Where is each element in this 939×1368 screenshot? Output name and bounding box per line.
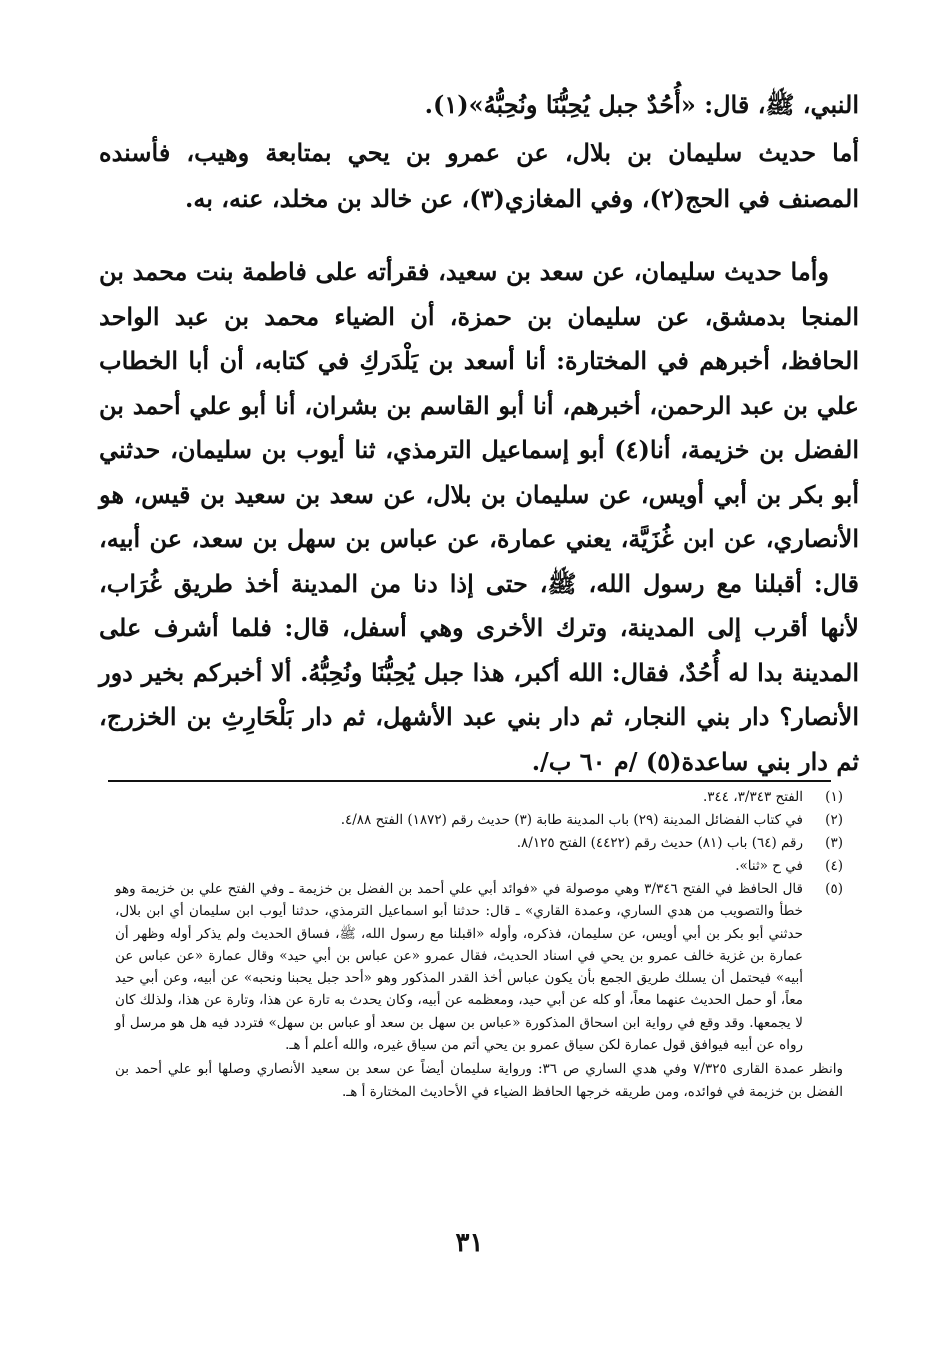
page-number: ٣١ [455, 1228, 484, 1258]
footnote-number: (٤) [825, 858, 843, 874]
footnotes [115, 786, 843, 1103]
paragraph-hadith-ending: النبي، ﷺ، قال: «أُحُدٌ جبل يُحِبُّنَا ونُحِبُّهُ»(١). [424, 90, 859, 119]
footnote-number: (١) [825, 789, 843, 805]
footnote-text: في ح «ثنا». [735, 858, 803, 874]
footnote-5-continuation: وانظر عمدة القارى ٧/٣٢٥ وفي هدي الساري ص ٣٦: ورواية سليمان أيضاً عن سعد بن سعيد الأنصاري وصلها أبو علي أحمد بن الفضل بن خزيمة في فوائده، ومن طريقه خرجها الحافظ الضياء في الأحاديث المختارة أ هـ. [115, 1061, 843, 1100]
main-text-block-2 [99, 250, 859, 784]
footnote-text: في كتاب الفضائل المدينة (٢٩) باب المدينة طابة (٣) حديث رقم (١٨٧٢) الفتح ٤/٨٨. [340, 812, 803, 828]
footnote-text: الفتح ٣/٣٤٣، ٣٤٤. [702, 789, 803, 805]
footnote-number: (٢) [825, 812, 843, 828]
footnote-text: قال الحافظ في الفتح ٣/٣٤٦ وهي موصولة في «فوائد أبي علي أحمد بن الفضل بن خزيمة ـ وفي الفتح علي بن خزيمة وهو خطأ والتصويب من هدي الساري، وعمدة القاري» ـ قال: حدثنا أبو اسماعيل الترمذي، حدثنا أيوب ابن سليمان أي ابن بلال، حدثني أبو بكر بن أبي أويس، عن سليمان، فذكره، وأوله «اقبلنا مع رسول الله، ﷺ، فساق الحديث ولم يذكر أوله وظهر أن عمارة بن غزية خالف عمرو بن يحي في اسناد الحديث، فقال عمرو «عن عباس بن أبي حيد» وقال عمارة «عن عباس عن أبيه» فيحتمل أن يسلك طريق الجمع بأن يكون عباس أخذ القدر المذكور وهو «أحد جبل يحبنا ونحبه» عن أبيه، وعن أبي حيد معاً، أو حمل الحديث عنهما معاً، أو كله عن أبي حيد، ومعظمه عن أبيه، وكان يحدث به تارة عن هذا، وتارة عن هذا، ولذلك كان لا يجمعها. وقد وقع في رواية ابن اسحاق المذكورة «عباس بن سهل بن سعد أو عباس بن سهل» فتردد فيه هل هو مرسل أو رواه عن أبيه فيوافق قول عمارة لكن سياق عمرو بن يحي أتم من سياق غيره، والله أعلم أ هـ. [115, 881, 803, 1054]
footnote-text: رقم (٦٤) باب (٨١) حديث رقم (٤٤٢٢) الفتح ٨/١٢٥. [516, 835, 803, 851]
footnote-4 [115, 855, 843, 878]
footnote-5 [115, 878, 843, 1056]
main-text-block-1 [99, 82, 859, 222]
footnote-number: (٣) [825, 835, 843, 851]
footnote-3 [115, 832, 843, 855]
paragraph-sulayman-saad: وأما حديث سليمان، عن سعد بن سعيد، فقرأته على فاطمة بنت محمد بن المنجا بدمشق، عن سليمان بن حمزة، أن الضياء محمد بن عبد الواحد الحافظ، أخبرهم في المختارة: أنا أسعد بن يَلْدَركِ في كتابه، أن أبا الخطاب علي بن عبد الرحمن، أخبرهم، أنا أبو القاسم بن بشران، أنا أبو علي أحمد بن الفضل بن خزيمة، أنا(٤) أبو إسماعيل الترمذي، ثنا أيوب بن سليمان، حدثني أبو بكر بن أبي أويس، عن سليمان بن بلال، عن سعد بن سعيد بن قيس، هو الأنصاري، عن ابن غُزَيَّة، يعني عمارة، عن عباس بن سهل بن سعد، عن أبيه، قال: أقبلنا مع رسول الله، ﷺ، حتى إذا دنا من المدينة أخذ طريق غُرَاب، لأنها أقرب إلى المدينة، وترك الأخرى وهي أسفل، قال: فلما أشرف على المدينة بدا له أُحُدٌ، فقال: الله أكبر، هذا جبل يُحِبُّنَا ونُحِبُّهُ. ألا أخبركم بخير دور الأنصار؟ دار بني النجار، ثم دار بني عبد الأشهل، ثم دار بَلْحَارِثِ بن الخزرج، ثم دار بني ساعدة(٥) /م ٦٠ ب/. [99, 257, 859, 776]
footnote-1 [115, 786, 843, 809]
footnote-separator [108, 780, 831, 782]
footnote-number: (٥) [825, 881, 843, 897]
footnote-2 [115, 809, 843, 832]
paragraph-sulayman-bilal: أما حديث سليمان بن بلال، عن عمرو بن يحي بمتابعة وهيب، فأسنده المصنف في الحج(٢)، وفي المغازي(٣)، عن خالد بن مخلد، عنه، به. [99, 138, 859, 213]
